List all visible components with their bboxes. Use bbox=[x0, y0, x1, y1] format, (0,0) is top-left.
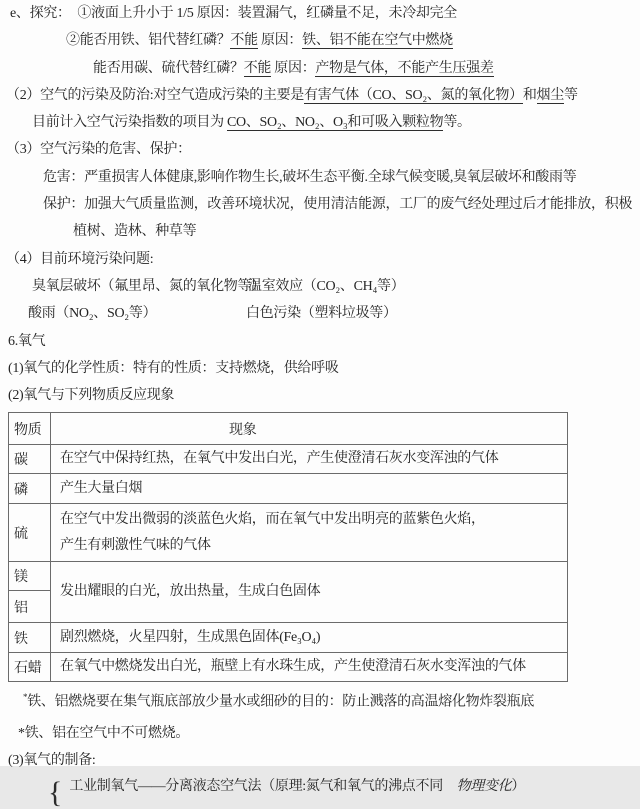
phenomenon-cell bbox=[51, 653, 568, 682]
phenomenon-text: 在空气中发出微弱的淡蓝色火焰，而在氧气中发出明亮的蓝紫色火焰， bbox=[60, 511, 485, 527]
env-problems-row-1 bbox=[0, 273, 640, 300]
text-segment: 产物是气体，不能产生压强差 bbox=[315, 60, 494, 76]
phenomenon-header-cell: 现象 bbox=[51, 413, 568, 445]
phenomenon-cell bbox=[51, 474, 568, 504]
harm-line bbox=[0, 164, 640, 191]
table-row bbox=[9, 445, 568, 474]
section-pollution-harm bbox=[0, 136, 640, 163]
exploration-note-2 bbox=[0, 27, 640, 54]
text-segment: 温室效应（CO₂、CH₄等） bbox=[248, 278, 405, 294]
phenomenon-text: 在空气中保持红热，在氧气中发出白光，产生使澄清石灰水变浑浊的气体 bbox=[60, 451, 499, 467]
section-oxygen bbox=[0, 328, 640, 355]
section-air-pollution bbox=[0, 82, 640, 109]
left-brace-icon: { bbox=[48, 775, 63, 809]
phenomenon-text: 剧烈燃烧，火星四射，生成黑色固体(Fe₃O₄) bbox=[60, 629, 321, 645]
text-segment: 6.氧气 bbox=[8, 333, 46, 349]
text-segment: （2）空气的污染及防治:对空气造成污染的主要是 bbox=[6, 87, 304, 103]
table-row bbox=[9, 562, 568, 591]
text-segment: 等。 bbox=[443, 115, 471, 131]
industrial-oxygen-line bbox=[0, 773, 640, 809]
section-env-problems bbox=[0, 246, 640, 273]
oxygen-reaction-intro bbox=[0, 382, 640, 409]
text-segment: 危害：严重损害人体健康,影响作物生长,破坏生态平衡.全球气候变暖,臭氧层破坏和酸雨等 bbox=[43, 169, 577, 185]
text-segment: 有害气体（CO、SO₂、氮的氧化物） bbox=[304, 87, 523, 103]
protect-line-2 bbox=[0, 218, 640, 245]
phenomenon-cell bbox=[51, 623, 568, 653]
phenomenon-cell bbox=[51, 445, 568, 474]
substance-cell: 镁 bbox=[9, 562, 51, 591]
text-segment: 物理变化 bbox=[456, 778, 512, 794]
air-pollution-index bbox=[0, 109, 640, 136]
phenomenon-text: 产生有刺激性气味的气体 bbox=[60, 537, 211, 553]
phenomenon-text: 在氧气中燃烧发出白光，瓶壁上有水珠生成，产生使澄清石灰水变浑浊的气体 bbox=[60, 659, 526, 675]
text-segment: *铁、铝在空气中不可燃烧。 bbox=[18, 726, 190, 742]
text-segment: 白色污染（塑料垃圾等） bbox=[246, 306, 397, 322]
text-segment: 不能 bbox=[230, 33, 258, 49]
text-segment: 植树、造林、种草等 bbox=[73, 224, 197, 240]
text-segment: 等 bbox=[563, 87, 578, 103]
text-segment: 不能 bbox=[243, 60, 272, 76]
text-segment: CO、SO₂、NO₂、O₃和可吸入颗粒物 bbox=[227, 115, 444, 131]
text-segment: 保护：加强大气质量监测，改善环境状况，使用清洁能源，工厂的废气经处理过后才能排放，积极 bbox=[43, 197, 633, 213]
substance-cell: 铝 bbox=[9, 591, 51, 623]
text-segment: 原因： bbox=[257, 33, 303, 49]
text-segment: (3)氧气的制备: bbox=[8, 752, 96, 768]
protect-line-1 bbox=[0, 191, 640, 218]
text-segment: (1)氧气的化学性质：特有的性质：支持燃烧，供给呼吸 bbox=[8, 360, 339, 376]
table-row bbox=[9, 623, 568, 653]
phenomenon-text: 发出耀眼的白光，放出热量，生成白色固体 bbox=[60, 584, 321, 600]
text-segment: 臭氧层破坏（氟里昂、氮的氧化物等） bbox=[32, 278, 265, 294]
substance-cell: 磷 bbox=[9, 474, 51, 504]
phenomenon-text: 产生大量白烟 bbox=[60, 480, 143, 496]
text-segment: * bbox=[23, 692, 28, 703]
footnote-no-burn-in-air bbox=[0, 720, 640, 747]
text-segment: 铁、铝燃烧要在集气瓶底部放少量水或细砂的目的：防止溅落的高温熔化物炸裂瓶底 bbox=[27, 695, 535, 711]
substance-cell: 硫 bbox=[9, 504, 51, 562]
substance-header-cell: 物质 bbox=[9, 413, 51, 445]
text-segment: 能否用碳、硫代替红磷？ bbox=[93, 60, 244, 76]
table-row bbox=[9, 653, 568, 682]
oxygen-chemical-property bbox=[0, 355, 640, 382]
table-row bbox=[9, 504, 568, 562]
footnote-water-sand bbox=[0, 684, 640, 710]
text-segment: （4）目前环境污染问题: bbox=[6, 251, 154, 267]
text-segment: 酸雨（NO₂、SO₂等） bbox=[28, 306, 157, 322]
text-segment: 和 bbox=[522, 87, 537, 103]
text-segment: ） bbox=[511, 778, 526, 794]
section-oxygen-preparation bbox=[0, 748, 640, 773]
table-row bbox=[9, 474, 568, 504]
phenomenon-cell bbox=[51, 562, 568, 623]
table-header-row bbox=[9, 413, 568, 445]
phenomenon-cell bbox=[51, 504, 568, 562]
env-problems-row-2 bbox=[0, 300, 640, 327]
substance-cell: 碳 bbox=[9, 445, 51, 474]
exploration-note-1 bbox=[0, 0, 640, 27]
text-segment: 目前计入空气污染指数的项目为 bbox=[32, 115, 227, 131]
notes-post-table-section bbox=[0, 684, 640, 809]
oxygen-reaction-table bbox=[8, 412, 568, 682]
substance-cell: 石蜡 bbox=[9, 653, 51, 682]
substance-cell: 铁 bbox=[9, 623, 51, 653]
text-segment: (2)氧气与下列物质反应现象 bbox=[8, 388, 175, 404]
text-segment: ②能否用铁、铝代替红磷？ bbox=[66, 33, 231, 49]
text-segment: 原因： bbox=[271, 60, 316, 76]
text-segment: 铁、铝不能在空气中燃烧 bbox=[302, 33, 453, 49]
exploration-note-3 bbox=[0, 55, 640, 82]
text-segment: 烟尘 bbox=[536, 87, 564, 103]
text-segment: 工业制氧气——分离液态空气法（原理:氮气和氧气的沸点不同 bbox=[69, 778, 457, 794]
text-segment: e、探究： ①液面上升小于 1/5 原因：装置漏气，红磷量不足，未冷却完全 bbox=[10, 6, 458, 21]
text-segment: （3）空气污染的危害、保护： bbox=[6, 142, 191, 158]
